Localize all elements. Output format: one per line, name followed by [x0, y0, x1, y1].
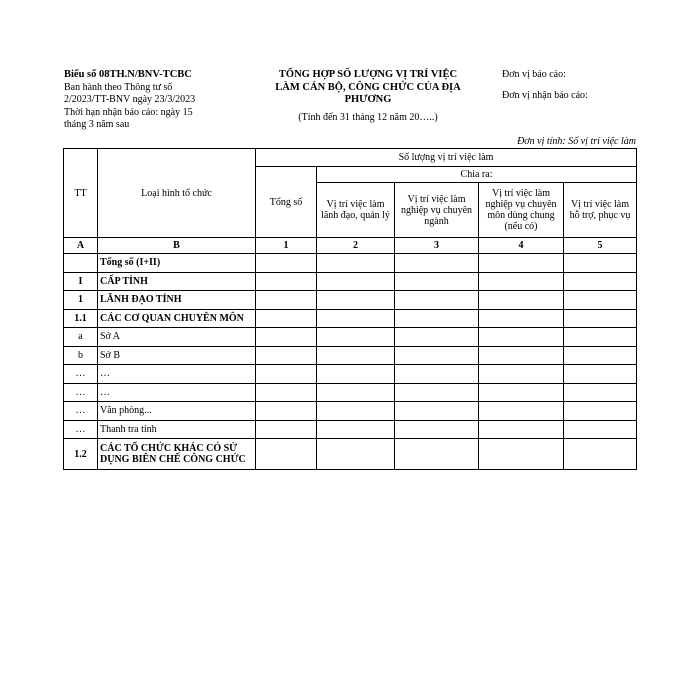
value-cell: [317, 420, 395, 439]
row-number: I: [64, 272, 98, 291]
receiving-unit: Đơn vị nhận báo cáo:: [502, 89, 588, 101]
value-cell: [564, 328, 637, 347]
value-cell: [395, 272, 479, 291]
value-cell: [317, 439, 395, 470]
form-code: Biểu số 08TH.N/BNV-TCBC: [64, 69, 192, 80]
value-cell: [479, 383, 564, 402]
value-cell: [395, 309, 479, 328]
row-number: …: [64, 402, 98, 421]
row-number: 1.2: [64, 439, 98, 470]
row-org-name: Sở A: [98, 328, 256, 347]
report-title-line-2: LÀM CÁN BỘ, CÔNG CHỨC CỦA ĐỊA: [275, 81, 461, 93]
value-cell: [564, 272, 637, 291]
header-tt: TT: [64, 149, 98, 238]
table-row: [64, 402, 637, 421]
table-row: [64, 365, 637, 384]
report-title-line-1: TỔNG HỢP SỐ LƯỢNG VỊ TRÍ VIỆC: [278, 69, 458, 80]
row-org-name: Sở B: [98, 346, 256, 365]
unit-note: Đơn vị tính: Số vị trí việc làm: [517, 136, 636, 147]
column-letter: B: [98, 238, 256, 254]
table-row: [64, 420, 637, 439]
value-cell: [395, 291, 479, 310]
value-cell: [479, 254, 564, 273]
row-org-name: CẤP TỈNH: [98, 272, 256, 291]
value-cell: [395, 402, 479, 421]
row-org-name: Thanh tra tỉnh: [98, 420, 256, 439]
table-row: [64, 291, 637, 310]
table-body: [64, 254, 637, 470]
value-cell: [479, 346, 564, 365]
row-number: …: [64, 420, 98, 439]
value-cell: [564, 402, 637, 421]
value-cell: [564, 346, 637, 365]
header-leadership: Vị trí việc làm lãnh đạo, quản lý: [317, 183, 395, 238]
value-cell: [395, 383, 479, 402]
value-cell: [395, 420, 479, 439]
header-subgroup: Chia ra:: [317, 167, 637, 183]
header-common: Vị trí việc làm nghiệp vụ chuyên môn dùng chung (nếu có): [479, 183, 564, 238]
value-cell: [256, 439, 317, 470]
value-cell: [564, 365, 637, 384]
report-subtitle: (Tính đến 31 tháng 12 năm 20…..): [298, 111, 438, 123]
column-letter: 3: [395, 238, 479, 254]
value-cell: [317, 365, 395, 384]
column-letter: 2: [317, 238, 395, 254]
table-row: [64, 346, 637, 365]
deadline-line-2: tháng 3 năm sau: [64, 119, 130, 130]
value-cell: [317, 309, 395, 328]
row-org-name: …: [98, 383, 256, 402]
deadline-line-1: Thời hạn nhận báo cáo: ngày 15: [64, 106, 193, 118]
value-cell: [395, 346, 479, 365]
table-row: [64, 309, 637, 328]
value-cell: [479, 291, 564, 310]
row-org-name: LÃNH ĐẠO TỈNH: [98, 291, 256, 310]
value-cell: [479, 272, 564, 291]
column-letter: 5: [564, 238, 637, 254]
value-cell: [256, 346, 317, 365]
header-total: Tổng số: [256, 167, 317, 238]
value-cell: [479, 365, 564, 384]
value-cell: [256, 254, 317, 273]
value-cell: [395, 328, 479, 347]
value-cell: [395, 254, 479, 273]
column-letters-row: [64, 238, 637, 254]
row-org-name: CÁC TỔ CHỨC KHÁC CÓ SỬ DỤNG BIÊN CHẾ CÔNG CHỨC: [98, 439, 256, 470]
table-row: [64, 272, 637, 291]
value-cell: [317, 346, 395, 365]
header-support: Vị trí việc làm hỗ trợ, phục vụ: [564, 183, 637, 238]
header-org-type: Loại hình tổ chức: [98, 149, 256, 238]
issued-line-2: 2/2023/TT-BNV ngày 23/3/2023: [64, 94, 196, 105]
value-cell: [317, 383, 395, 402]
value-cell: [256, 402, 317, 421]
value-cell: [479, 309, 564, 328]
issued-line-1: Ban hành theo Thông tư số: [64, 81, 173, 93]
value-cell: [479, 420, 564, 439]
row-org-name: Văn phòng...: [98, 402, 256, 421]
value-cell: [317, 328, 395, 347]
value-cell: [256, 420, 317, 439]
column-letter: 1: [256, 238, 317, 254]
table-row: [64, 439, 637, 470]
row-number: a: [64, 328, 98, 347]
row-number: …: [64, 365, 98, 384]
row-number: b: [64, 346, 98, 365]
value-cell: [479, 439, 564, 470]
header-group: Số lượng vị trí việc làm: [256, 149, 637, 167]
report-title-line-3: PHƯƠNG: [344, 94, 392, 105]
value-cell: [395, 439, 479, 470]
report-title-block: [258, 69, 478, 124]
form-info: [64, 69, 249, 132]
value-cell: [564, 439, 637, 470]
row-org-name: CÁC CƠ QUAN CHUYÊN MÔN: [98, 309, 256, 328]
units-info: [502, 69, 652, 102]
table-row: [64, 328, 637, 347]
value-cell: [564, 420, 637, 439]
value-cell: [564, 291, 637, 310]
value-cell: [256, 291, 317, 310]
table-row: [64, 383, 637, 402]
value-cell: [317, 272, 395, 291]
value-cell: [564, 383, 637, 402]
table-row: [64, 254, 637, 273]
row-number: 1: [64, 291, 98, 310]
reporting-unit: Đơn vị báo cáo:: [502, 69, 566, 80]
value-cell: [479, 402, 564, 421]
value-cell: [564, 254, 637, 273]
row-org-name: Tổng số (I+II): [98, 254, 256, 273]
header-professional: Vị trí việc làm nghiệp vụ chuyên ngành: [395, 183, 479, 238]
value-cell: [317, 291, 395, 310]
value-cell: [256, 383, 317, 402]
value-cell: [256, 272, 317, 291]
report-table: [63, 148, 637, 470]
column-letter: A: [64, 238, 98, 254]
column-letter: 4: [479, 238, 564, 254]
row-number: …: [64, 383, 98, 402]
row-number: 1.1: [64, 309, 98, 328]
value-cell: [564, 309, 637, 328]
row-number: [64, 254, 98, 273]
value-cell: [256, 328, 317, 347]
row-org-name: …: [98, 365, 256, 384]
value-cell: [256, 309, 317, 328]
value-cell: [395, 365, 479, 384]
value-cell: [256, 365, 317, 384]
value-cell: [317, 254, 395, 273]
value-cell: [479, 328, 564, 347]
value-cell: [317, 402, 395, 421]
